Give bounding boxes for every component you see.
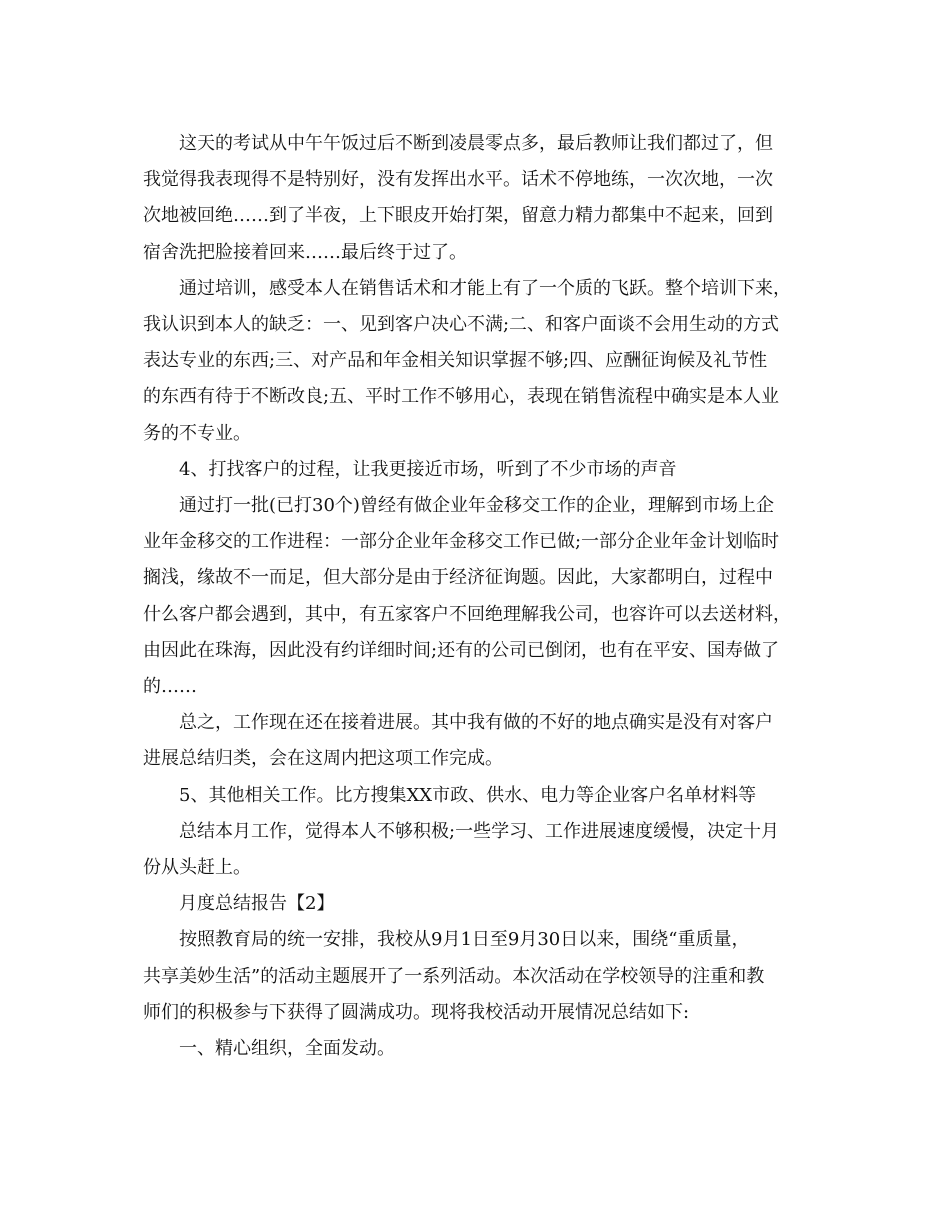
document-page (143, 126, 807, 1067)
text-line: 由因此在珠海，因此没有约详细时间;还有的公司已倒闭，也有在平安、国寿做了 (143, 639, 780, 661)
text-line: 搁浅，缘故不一而足，但大部分是由于经济征询题。因此，大家都明白，过程中 (143, 567, 773, 589)
paragraph (143, 126, 807, 271)
paragraph (143, 705, 807, 777)
text-line: 月度总结报告【2】 (179, 893, 335, 915)
text-line: 份从头赶上。 (143, 857, 251, 879)
text-line: 师们的积极参与下获得了圆满成功。现将我校活动开展情况总结如下: (143, 1001, 690, 1023)
paragraph (143, 922, 807, 1031)
text-line: 务的不专业。 (143, 422, 251, 444)
text-line: 业年金移交的工作进程：一部分企业年金移交工作已做;一部分企业年金计划临时 (143, 531, 780, 553)
text-line: 什么客户都会遇到，其中，有五家客户不回绝理解我公司，也容许可以去送材料， (143, 603, 791, 625)
text-line: 的…… (143, 676, 197, 698)
text-line: 表达专业的东西;三、对产品和年金相关知识掌握不够;四、应酬征询候及礼节性 (143, 350, 768, 372)
text-line: 的东西有待于不断改良;五、平时工作不够用心，表现在销售流程中确实是本人业 (143, 386, 780, 408)
paragraph (143, 778, 807, 814)
text-line: 我认识到本人的缺乏：一、见到客户决心不满;二、和客户面谈不会用生动的方式 (143, 314, 780, 336)
text-line: 总之，工作现在还在接着进展。其中我有做的不好的地点确实是没有对客户 (179, 712, 773, 734)
paragraph (143, 452, 807, 488)
text-line: 我觉得我表现得不是特别好，没有发挥出水平。话术不停地练，一次次地，一次 (143, 169, 773, 191)
paragraph (143, 886, 807, 922)
paragraph (143, 271, 807, 452)
text-line: 5、其他相关工作。比方搜集XX市政、供水、电力等企业客户名单材料等 (179, 784, 757, 806)
paragraph (143, 814, 807, 886)
text-line: 这天的考试从中午午饭过后不断到凌晨零点多，最后教师让我们都过了，但 (179, 133, 773, 154)
text-line: 宿舍洗把脸接着回来……最后终于过了。 (143, 241, 467, 263)
paragraph (143, 488, 807, 705)
text-line: 次地被回绝……到了半夜，上下眼皮开始打架，留意力精力都集中不起来，回到 (143, 205, 773, 227)
text-line: 通过打一批(已打30个)曾经有做企业年金移交工作的企业，理解到市场上企 (179, 495, 774, 517)
text-line: 4、打找客户的过程，让我更接近市场，听到了不少市场的声音 (179, 458, 677, 480)
paragraph (143, 1031, 807, 1067)
text-line: 通过培训，感受本人在销售话术和才能上有了一个质的飞跃。整个培训下来， (179, 277, 791, 299)
text-line: 按照教育局的统一安排，我校从9月1日至9月30日以来，围绕“重质量， (179, 929, 750, 951)
text-line: 一、精心组织，全面发动。 (179, 1038, 395, 1060)
text-line: 进展总结归类，会在这周内把这项工作完成。 (143, 748, 503, 770)
text-line: 共享美妙生活”的活动主题展开了一系列活动。本次活动在学校领导的注重和教 (143, 965, 765, 987)
text-line: 总结本月工作，觉得本人不够积极;一些学习、工作进展速度缓慢，决定十月 (179, 820, 780, 842)
